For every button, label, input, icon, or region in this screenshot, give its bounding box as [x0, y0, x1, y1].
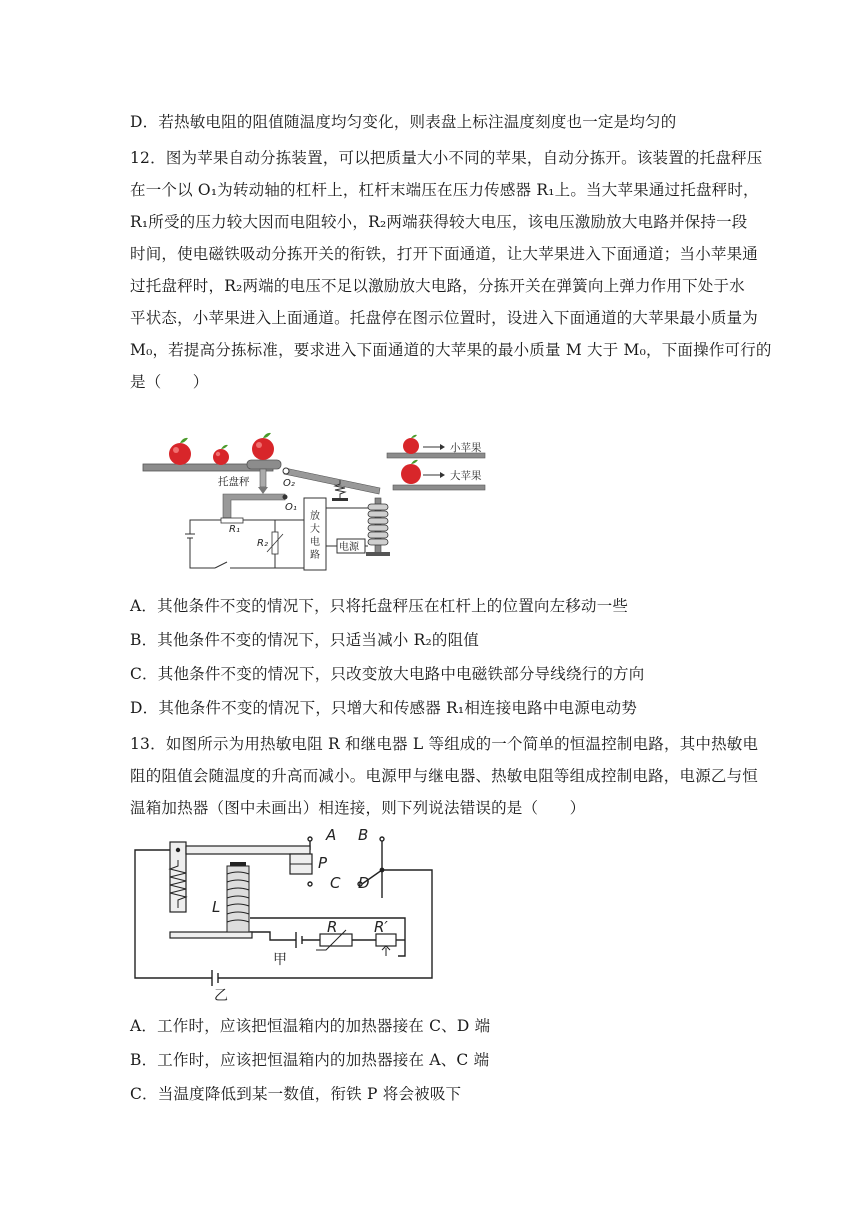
q12-line: 在一个以 O₁为转动轴的杠杆上，杠杆末端压在压力传感器 R₁上。当大苹果通过托盘秤时，: [130, 181, 759, 199]
label-amp: 放: [310, 511, 320, 522]
q12-line: 时间，使电磁铁吸动分拣开关的衔铁，打开下面通道，让大苹果进入下面通道；当小苹果通: [130, 245, 759, 263]
q12-option-c: C．其他条件不变的情况下，只改变放大电路中电磁铁部分导线绕行的方向: [130, 665, 645, 683]
label-p: P: [318, 854, 328, 872]
label-d: D: [358, 874, 370, 892]
coil-l: [227, 866, 249, 932]
q12-line: 是（ ）: [130, 373, 209, 391]
apple-icon: [403, 435, 419, 454]
label-o2: O₂: [283, 478, 295, 489]
label-r2: R₂: [257, 538, 268, 549]
apple-icon: [401, 460, 421, 484]
label-tray-scale: 托盘秤: [218, 476, 250, 488]
q12-option-a: A．其他条件不变的情况下，只将托盘秤压在杠杆上的位置向左移动一些: [130, 597, 629, 615]
q12-line: 12．图为苹果自动分拣装置，可以把质量大小不同的苹果，自动分拣开。该装置的托盘秤压: [130, 149, 763, 167]
label-b: B: [358, 828, 369, 844]
lower-channel: [393, 485, 485, 490]
relay-circuit-figure: [130, 828, 440, 1003]
label-small-apple: 小苹果: [450, 442, 482, 454]
sensor-r1: [221, 518, 243, 523]
q13-line: 温箱加热器（图中未画出）相连接，则下列说法错误的是（ ）: [130, 799, 586, 817]
label-a: A: [326, 828, 337, 844]
sorting-switch-arm: [284, 468, 380, 494]
q13-line: 阻的阻值会随温度的升高而减小。电源甲与继电器、热敏电阻等组成控制电路，电源乙与恒: [130, 767, 759, 785]
tray-scale: [247, 460, 281, 469]
lever: [223, 494, 285, 518]
label-c: C: [330, 874, 341, 892]
apple-icon: [169, 438, 191, 465]
label-o1: O₁: [285, 502, 297, 513]
q12-line: M₀，若提高分拣标准，要求进入下面通道的大苹果的最小质量 M 大于 M₀，下面操作可行的: [130, 341, 772, 359]
relay-base: [170, 932, 252, 938]
q13-option-a: A．工作时，应该把恒温箱内的加热器接在 C、D 端: [130, 1017, 491, 1035]
q13-option-c: C．当温度降低到某一数值，衔铁 P 将会被吸下: [130, 1085, 462, 1103]
q12-line: 平状态，小苹果进入上面通道。托盘停在图示位置时，设进入下面通道的大苹果最小质量为: [130, 309, 759, 327]
apple-sorter-figure: [135, 428, 495, 578]
label-amp: 路: [310, 550, 320, 561]
label-r: R: [327, 918, 338, 936]
label-amp: 大: [310, 524, 320, 535]
apple-icon: [252, 433, 274, 460]
label-r1: R₁: [229, 524, 240, 535]
q12-option-d: D．其他条件不变的情况下，只增大和传感器 R₁相连接电路中电源电动势: [130, 699, 638, 717]
q12-line: R₁所受的压力较大因而电阻较小，R₂两端获得较大电压，该电压激励放大电路并保持一段: [130, 213, 748, 231]
label-amp: 电: [310, 537, 320, 548]
label-power: 电源: [339, 542, 359, 553]
label-jia: 甲: [273, 952, 287, 968]
label-yi: 乙: [214, 988, 228, 1003]
q11-option-d: D．若热敏电阻的阻值随温度均匀变化，则表盘上标注温度刻度也一定是均匀的: [130, 113, 677, 131]
q12-line: 过托盘秤时，R₂两端的电压不足以激励放大电路，分拣开关在弹簧向上弹力作用下处于水: [130, 277, 745, 295]
q12-option-b: B．其他条件不变的情况下，只适当减小 R₂的阻值: [130, 631, 480, 649]
apple-icon: [213, 445, 229, 465]
label-big-apple: 大苹果: [450, 470, 482, 482]
label-l: L: [212, 898, 221, 916]
q13-option-b: B．工作时，应该把恒温箱内的加热器接在 A、C 端: [130, 1051, 490, 1069]
armature-p: [186, 846, 310, 854]
q13-line: 13．如图所示为用热敏电阻 R 和继电器 L 等组成的一个简单的恒温控制电路，其中热敏电: [130, 735, 759, 753]
label-r-prime: R′: [374, 918, 388, 936]
